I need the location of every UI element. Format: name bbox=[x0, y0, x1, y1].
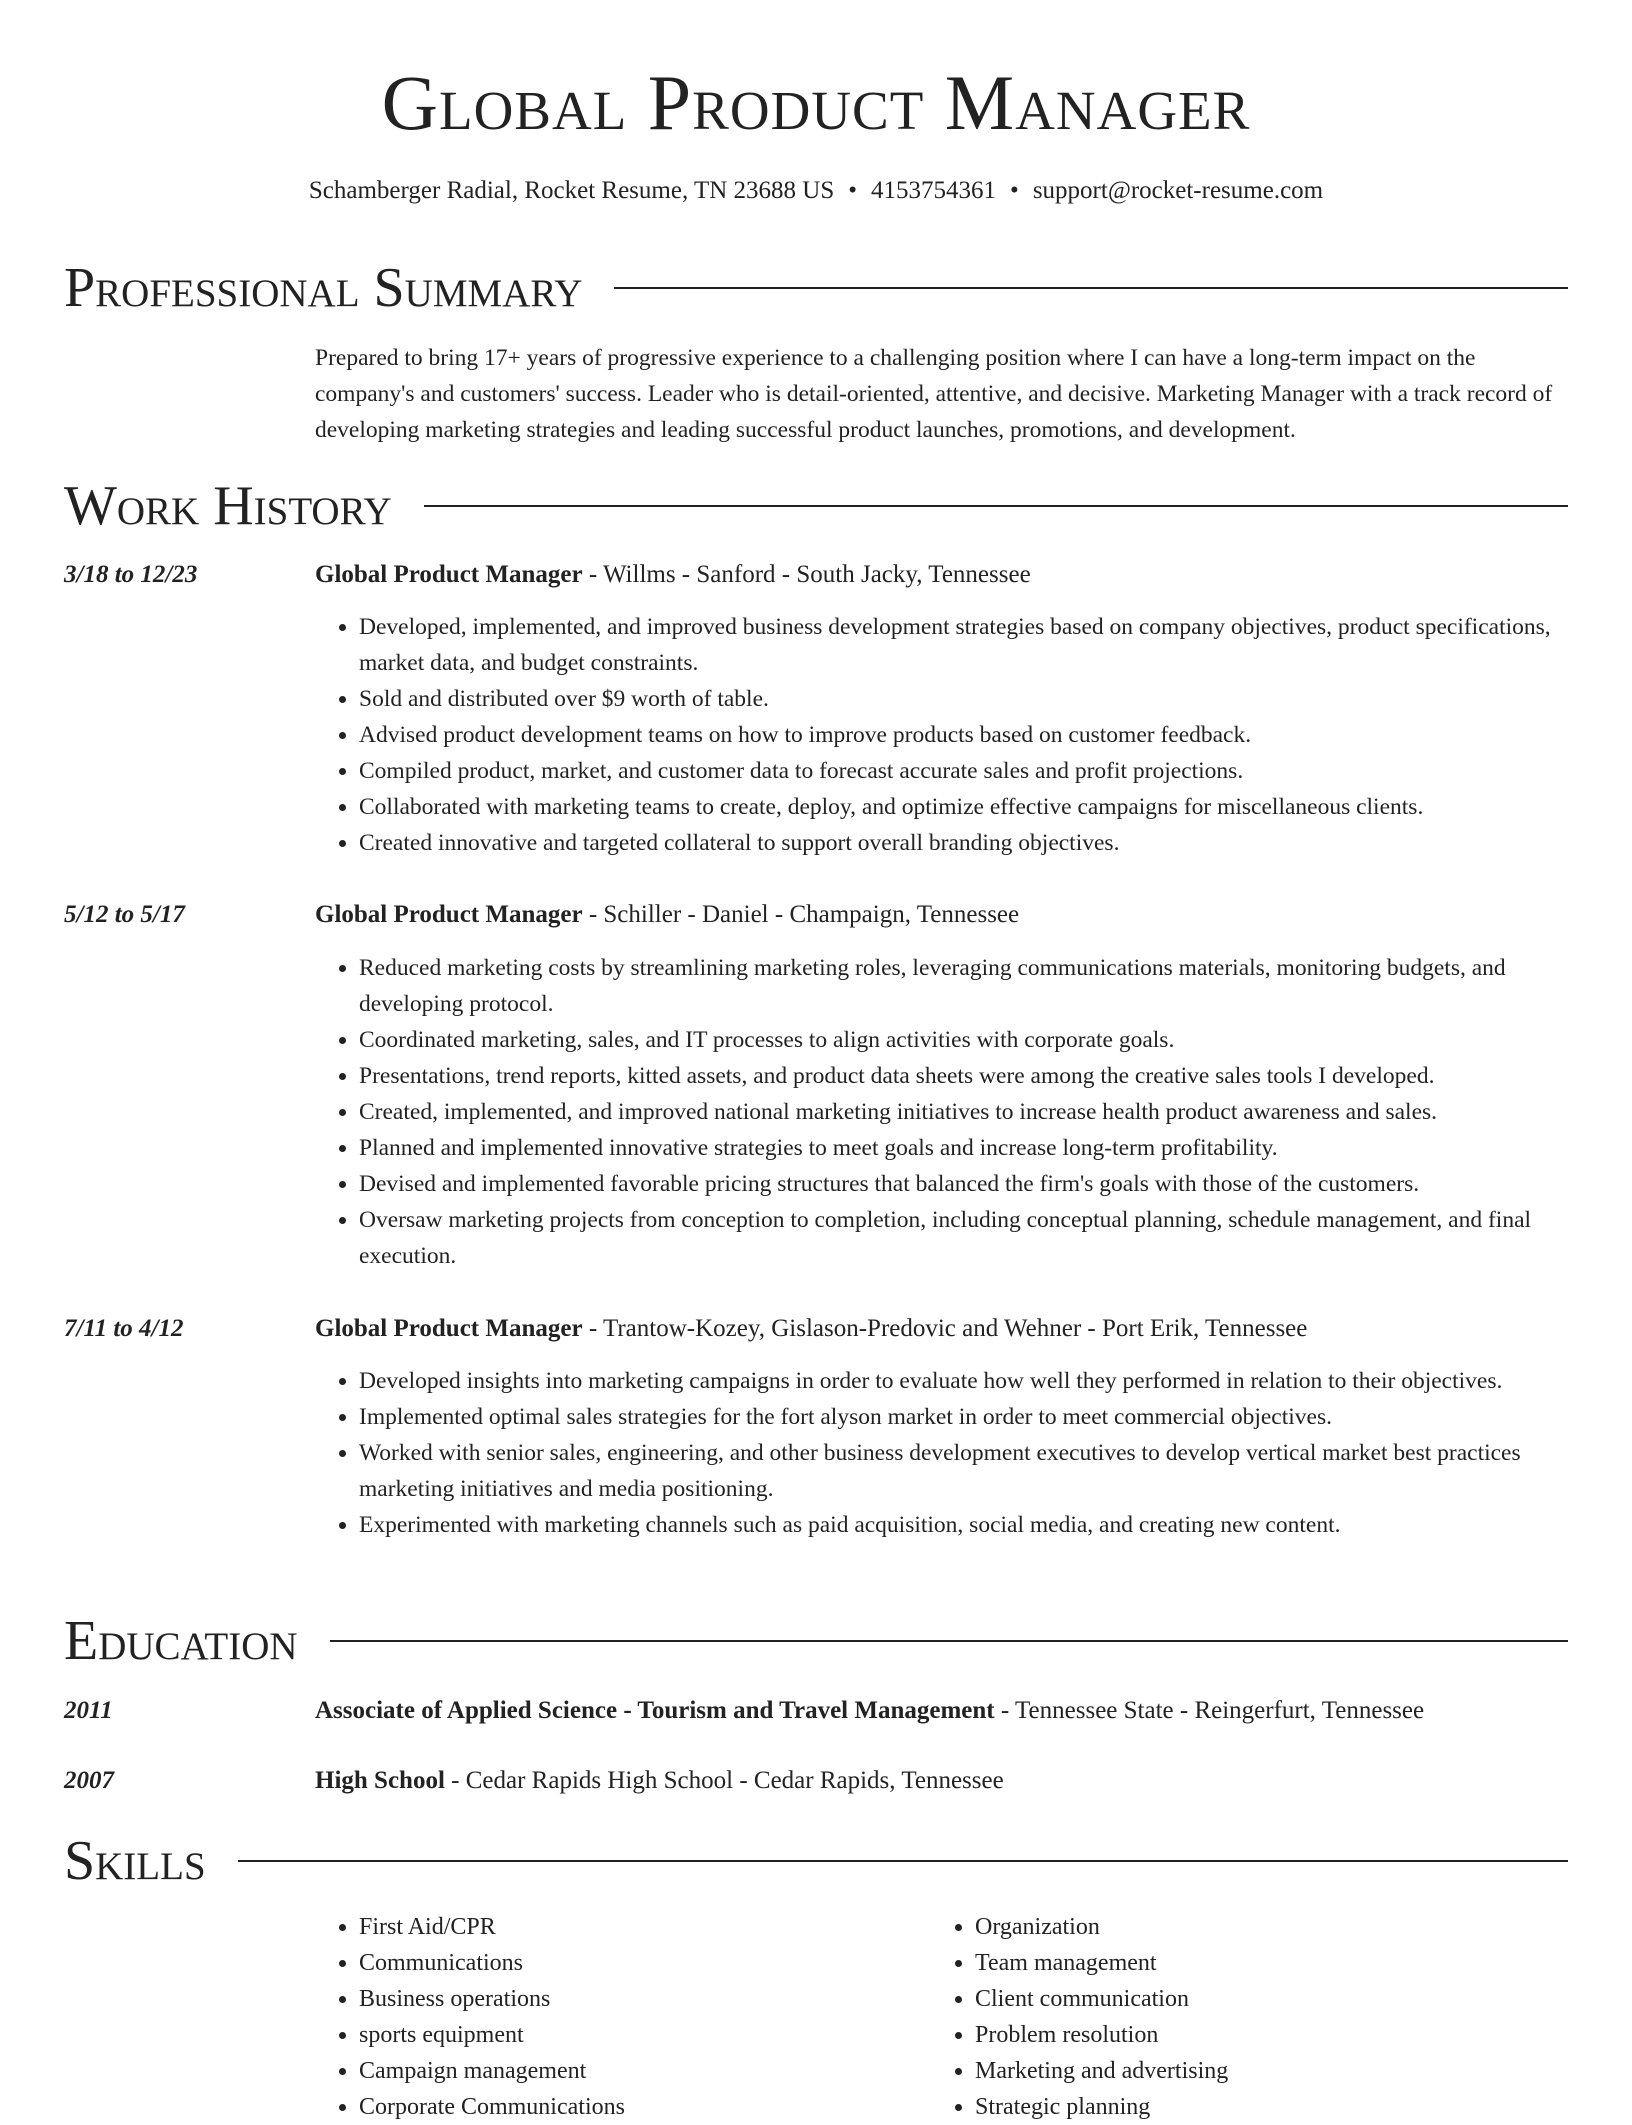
section-divider bbox=[614, 287, 1568, 289]
skill-item: • Communications bbox=[359, 1945, 919, 1981]
skill-item: • Marketing and advertising bbox=[975, 2053, 1535, 2089]
job-dates: 7/11 to 4/12 bbox=[64, 1315, 184, 1342]
job-dates: 3/18 to 12/23 bbox=[64, 561, 198, 588]
job-heading bbox=[315, 557, 1568, 593]
skill-item: • Strategic planning bbox=[975, 2089, 1535, 2125]
section-header-skills bbox=[64, 1829, 1568, 1893]
skill-item: • Team management bbox=[975, 1945, 1535, 1981]
education-school: - Cedar Rapids High School - Cedar Rapids, Tennessee bbox=[444, 1767, 1004, 1794]
skill-item: • Business operations bbox=[359, 1981, 919, 2017]
education-year: 2007 bbox=[64, 1767, 114, 1794]
bullet-item: • Devised and implemented favorable pricing structures that balanced the firm's goals with those of the customers. bbox=[359, 1166, 1599, 1202]
education-degree: High School bbox=[315, 1767, 445, 1794]
candidate-name: Global Product Manager bbox=[381, 59, 1251, 146]
section-divider bbox=[330, 1640, 1568, 1642]
contact-email: support@rocket-resume.com bbox=[1032, 177, 1324, 204]
job-employer: - Trantow-Kozey, Gislason-Predovic and Wehner - Port Erik, Tennessee bbox=[582, 1315, 1308, 1342]
job-employer: - Schiller - Daniel - Champaign, Tennessee bbox=[582, 901, 1020, 928]
section-divider bbox=[238, 1860, 1568, 1862]
bullet-item: • Experimented with marketing channels such as paid acquisition, social media, and creating new content. bbox=[359, 1507, 1599, 1543]
job-bullets bbox=[315, 1363, 1599, 1543]
skill-item: • First Aid/CPR bbox=[359, 1909, 919, 1945]
section-title: Education bbox=[64, 1610, 298, 1672]
summary-text: Prepared to bring 17+ years of progressive experience to a challenging position where I can have a long-term impact on the company's and customers' success. Leader who is detail-oriented, attentive, and decisive. Marketing Manager with a track record of developing marketing strategies and leading successful product launches, promotions, and development. bbox=[315, 345, 1553, 443]
skill-item: • Problem resolution bbox=[975, 2017, 1535, 2053]
education-year: 2011 bbox=[64, 1697, 113, 1724]
section-title: Skills bbox=[64, 1830, 206, 1892]
bullet-item: • Created innovative and targeted collateral to support overall branding objectives. bbox=[359, 825, 1599, 861]
job-bullets bbox=[315, 609, 1599, 861]
bullet-item: • Oversaw marketing projects from conception to completion, including conceptual planning, schedule management, and final execution. bbox=[359, 1202, 1599, 1274]
contact-line bbox=[0, 174, 1632, 208]
bullet-item: • Advised product development teams on how to improve products based on customer feedback. bbox=[359, 717, 1599, 753]
section-title: Professional Summary bbox=[64, 257, 583, 319]
job-heading bbox=[315, 1311, 1568, 1347]
education-school: - Tennessee State - Reingerfurt, Tennessee bbox=[994, 1697, 1425, 1724]
section-header-summary bbox=[64, 256, 1568, 320]
section-title: Work History bbox=[64, 475, 392, 537]
job-title: Global Product Manager bbox=[315, 561, 583, 588]
contact-phone: 4153754361 bbox=[871, 177, 997, 204]
skill-item: • Client communication bbox=[975, 1981, 1535, 2017]
section-header-education bbox=[64, 1609, 1568, 1673]
job-heading bbox=[315, 897, 1568, 933]
bullet-item: • Planned and implemented innovative strategies to meet goals and increase long-term profitability. bbox=[359, 1130, 1599, 1166]
job-employer: - Willms - Sanford - South Jacky, Tennessee bbox=[582, 561, 1031, 588]
contact-separator: • bbox=[1010, 177, 1019, 204]
skill-item: • Corporate Communications bbox=[359, 2089, 919, 2125]
education-degree: Associate of Applied Science - Tourism and Travel Management bbox=[315, 1697, 995, 1724]
education-heading bbox=[315, 1693, 1568, 1729]
skill-item: • Campaign management bbox=[359, 2053, 919, 2089]
contact-separator: • bbox=[848, 177, 858, 204]
skill-item: • sports equipment bbox=[359, 2017, 919, 2053]
bullet-item: • Worked with senior sales, engineering, and other business development executives to develop vertical market best practices marketing initiatives and media positioning. bbox=[359, 1435, 1599, 1507]
education-heading bbox=[315, 1763, 1568, 1799]
bullet-item: • Compiled product, market, and customer data to forecast accurate sales and profit projections. bbox=[359, 753, 1599, 789]
skills-list-right bbox=[931, 1909, 1535, 2125]
job-title: Global Product Manager bbox=[315, 1315, 583, 1342]
bullet-item: • Presentations, trend reports, kitted assets, and product data sheets were among the creative sales tools I developed. bbox=[359, 1058, 1599, 1094]
job-title: Global Product Manager bbox=[315, 901, 583, 928]
job-dates: 5/12 to 5/17 bbox=[64, 901, 185, 928]
skills-list-left bbox=[315, 1909, 919, 2125]
bullet-item: • Developed, implemented, and improved business development strategies based on company objectives, product specifications, market data, and budget constraints. bbox=[359, 609, 1599, 681]
bullet-item: • Reduced marketing costs by streamlining marketing roles, leveraging communications materials, monitoring budgets, and developing protocol. bbox=[359, 950, 1599, 1022]
skill-item: • Organization bbox=[975, 1909, 1535, 1945]
contact-address: Schamberger Radial, Rocket Resume, TN 23688 US bbox=[308, 177, 835, 204]
bullet-item: • Coordinated marketing, sales, and IT processes to align activities with corporate goals. bbox=[359, 1022, 1599, 1058]
bullet-item: • Implemented optimal sales strategies for the fort alyson market in order to meet commercial objectives. bbox=[359, 1399, 1599, 1435]
bullet-item: • Developed insights into marketing campaigns in order to evaluate how well they performed in relation to their objectives. bbox=[359, 1363, 1599, 1399]
job-bullets bbox=[315, 950, 1599, 1274]
section-divider bbox=[424, 505, 1568, 507]
bullet-item: • Collaborated with marketing teams to create, deploy, and optimize effective campaigns for miscellaneous clients. bbox=[359, 789, 1599, 825]
bullet-item: • Created, implemented, and improved national marketing initiatives to increase health product awareness and sales. bbox=[359, 1094, 1599, 1130]
bullet-item: • Sold and distributed over $9 worth of table. bbox=[359, 681, 1599, 717]
section-header-work bbox=[64, 474, 1568, 538]
